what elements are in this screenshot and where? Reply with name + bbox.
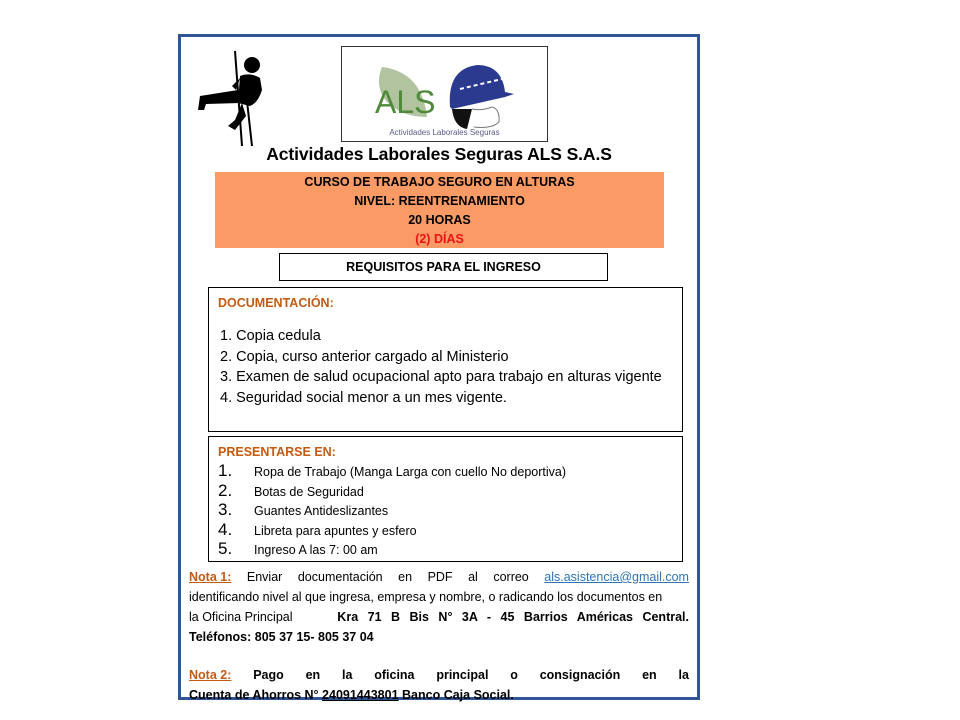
note-word: Pago xyxy=(253,668,284,682)
item-number: 2. xyxy=(218,480,233,500)
logo-caption: Actividades Laborales Seguras xyxy=(389,128,500,137)
present-item xyxy=(218,539,566,559)
present-list xyxy=(218,461,566,559)
company-logo xyxy=(341,46,548,142)
item-text: Botas de Seguridad xyxy=(254,484,364,499)
requirements-heading: REQUISITOS PARA EL INGRESO xyxy=(279,253,608,281)
note1-line3 xyxy=(189,607,689,627)
documentation-item: 1. Copia cedula xyxy=(220,328,321,344)
course-banner xyxy=(215,172,664,248)
item-text: Libreta para apuntes y esfero xyxy=(254,523,417,538)
note-word: PDF xyxy=(427,570,453,584)
note-word: principal xyxy=(436,668,489,682)
note2-label: Nota 2: xyxy=(189,668,232,682)
item-number: 5. xyxy=(218,539,233,558)
account-label: Cuenta de Ahorros N° xyxy=(189,688,319,702)
item-number: 3. xyxy=(218,500,233,519)
note-word: o xyxy=(510,668,518,682)
documentation-section xyxy=(208,287,683,432)
present-item xyxy=(218,520,566,540)
documentation-item: 3. Examen de salud ocupacional apto para trabajo en alturas vigente xyxy=(220,369,662,385)
course-title: CURSO DE TRABAJO SEGURO EN ALTURAS xyxy=(304,175,575,189)
als-helmet-logo-icon xyxy=(342,47,547,141)
note1-line2: identificando nivel al que ingresa, empresa y nombre, o radicando los documentos en xyxy=(189,590,663,604)
note-word: correo xyxy=(493,570,529,584)
note1-label: Nota 1: xyxy=(189,570,232,584)
office-address: Kra 71 B Bis N° 3A - 45 Barrios Américas Central. xyxy=(337,610,689,624)
note-word: la xyxy=(341,668,353,682)
note2-line2 xyxy=(189,685,689,705)
item-number: 4. xyxy=(218,519,233,539)
phone-numbers: Teléfonos: 805 37 15- 805 37 04 xyxy=(189,630,374,644)
note-word: la xyxy=(678,668,689,682)
note2-line1 xyxy=(189,665,689,685)
item-number: 1. xyxy=(218,461,233,480)
note1-line1 xyxy=(189,567,689,587)
present-title: PRESENTARSE EN: xyxy=(218,445,336,459)
present-item xyxy=(218,461,566,481)
note-word: en xyxy=(305,668,321,682)
item-text: Ingreso A las 7: 00 am xyxy=(254,543,378,557)
note-word: oficina xyxy=(374,668,415,682)
documentation-item: 2. Copia, curso anterior cargado al Ministerio xyxy=(220,348,509,365)
documentation-list xyxy=(220,326,662,408)
present-item xyxy=(218,500,566,520)
office-label: la Oficina Principal xyxy=(189,610,293,624)
documentation-item: 4. Seguridad social menor a un mes vigente. xyxy=(220,389,507,406)
note-word: Enviar xyxy=(246,570,283,584)
company-name: Actividades Laborales Seguras ALS S.A.S xyxy=(266,144,612,164)
bank-name: Banco Caja Social. xyxy=(402,688,514,702)
note-word: consignación xyxy=(539,668,621,682)
course-level: NIVEL: REENTRENAMIENTO xyxy=(354,194,525,208)
climber-silhouette-icon xyxy=(190,48,270,148)
note-word: en xyxy=(642,668,657,682)
present-section xyxy=(208,436,683,562)
item-text: Guantes Antideslizantes xyxy=(254,504,389,518)
note-word: al xyxy=(468,570,478,584)
course-hours: 20 HORAS xyxy=(408,213,471,227)
present-item xyxy=(218,481,566,501)
documentation-title: DOCUMENTACIÓN: xyxy=(218,296,334,310)
item-text: Ropa de Trabajo (Manga Larga con cuello No deportiva) xyxy=(254,465,566,479)
email-link[interactable]: als.asistencia@gmail.com xyxy=(544,570,689,584)
note-word: en xyxy=(398,570,413,584)
note-word: documentación xyxy=(297,570,383,584)
notes-section xyxy=(189,567,689,705)
account-number: 24091443801 xyxy=(322,688,399,702)
course-days: (2) DÍAS xyxy=(415,232,464,246)
svg-text:ALS: ALS xyxy=(375,84,436,120)
